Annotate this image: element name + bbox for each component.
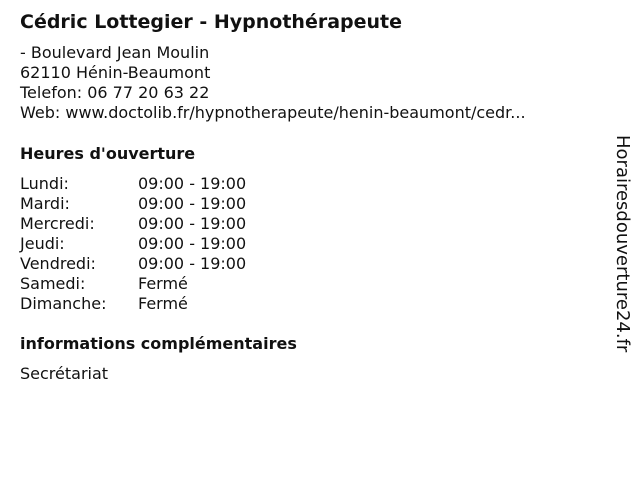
time-value: 09:00 - 19:00 bbox=[138, 254, 247, 273]
hours-row-tuesday bbox=[20, 194, 320, 214]
time-value: Fermé bbox=[138, 274, 188, 293]
time-value: 09:00 - 19:00 bbox=[138, 234, 247, 253]
hours-row-sunday bbox=[20, 294, 320, 314]
time-value: 09:00 - 19:00 bbox=[138, 194, 247, 213]
opening-hours-heading: Heures d'ouverture bbox=[20, 144, 196, 163]
day-label: Jeudi: bbox=[20, 234, 65, 253]
time-value: 09:00 - 19:00 bbox=[138, 174, 247, 193]
business-title: Cédric Lottegier - Hypnothérapeute bbox=[20, 11, 403, 33]
time-value: Fermé bbox=[138, 294, 188, 313]
day-label: Lundi: bbox=[20, 174, 69, 193]
city-line: 62110 Hénin-Beaumont bbox=[20, 63, 211, 82]
additional-info-heading: informations complémentaires bbox=[20, 334, 297, 353]
hours-row-friday bbox=[20, 254, 320, 274]
time-value: 09:00 - 19:00 bbox=[138, 214, 247, 233]
additional-info-text: Secrétariat bbox=[20, 364, 109, 383]
hours-row-thursday bbox=[20, 234, 320, 254]
day-label: Dimanche: bbox=[20, 294, 107, 313]
phone-line: Telefon: 06 77 20 63 22 bbox=[20, 83, 210, 102]
day-label: Samedi: bbox=[20, 274, 86, 293]
day-label: Vendredi: bbox=[20, 254, 96, 273]
address-line: - Boulevard Jean Moulin bbox=[20, 43, 210, 62]
hours-row-wednesday bbox=[20, 214, 320, 234]
hours-row-monday bbox=[20, 174, 320, 194]
hours-row-saturday bbox=[20, 274, 320, 294]
day-label: Mardi: bbox=[20, 194, 70, 213]
website-line: Web: www.doctolib.fr/hypnotherapeute/henin-beaumont/cedr... bbox=[20, 103, 526, 122]
day-label: Mercredi: bbox=[20, 214, 95, 233]
site-watermark: Horairesdouverture24.fr bbox=[612, 135, 633, 353]
opening-hours-table bbox=[20, 174, 320, 314]
contact-info bbox=[20, 43, 526, 123]
